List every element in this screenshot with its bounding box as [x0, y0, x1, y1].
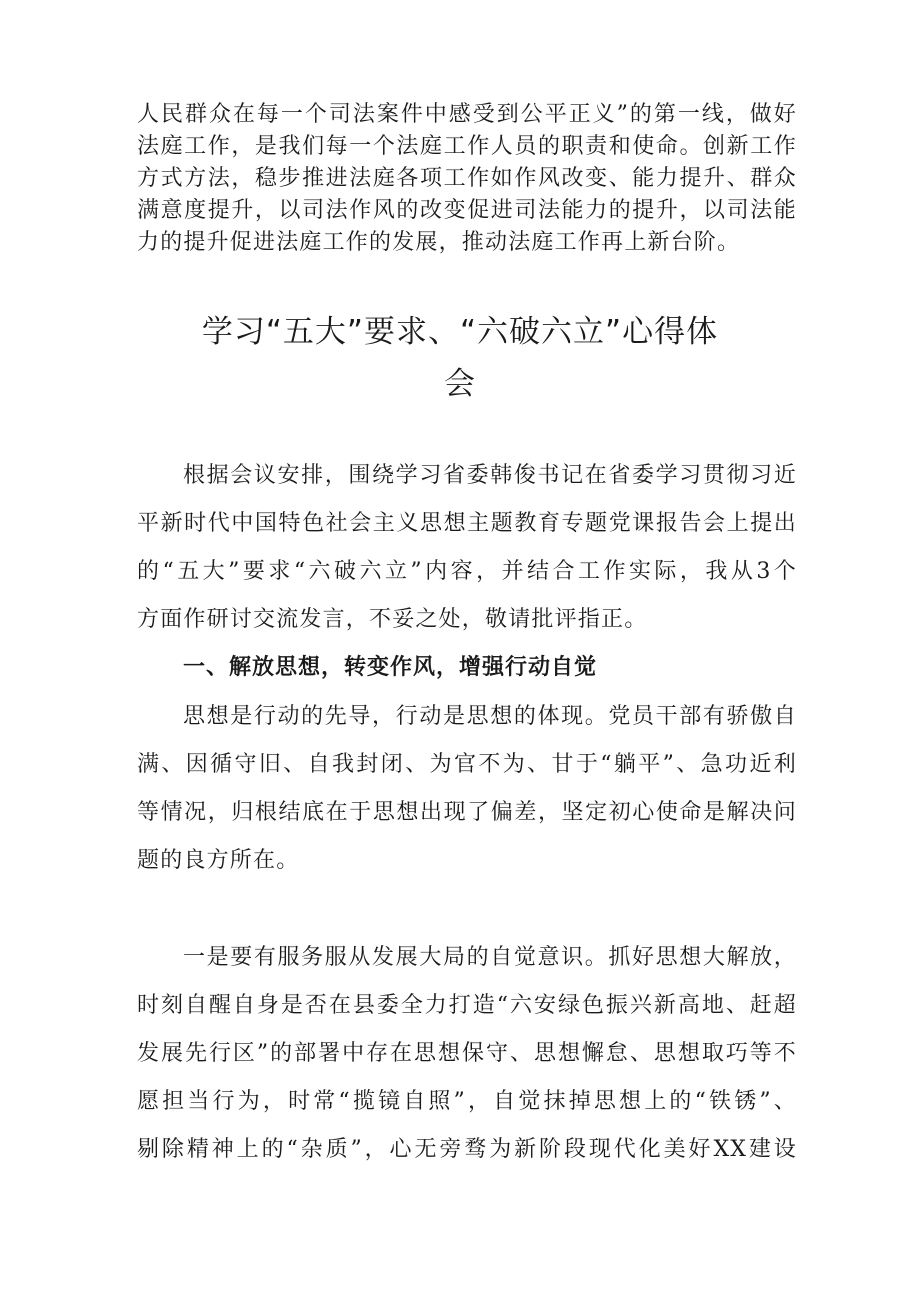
- paragraph-line: 满、因循守旧、自我封闭、为官不为、甘于“躺平”、急功近利: [137, 752, 797, 777]
- intro-line-3: 方式方法，稳步推进法庭各项工作如作风改变、能力提升、群众: [137, 166, 797, 191]
- paragraph-line: 平新时代中国特色社会主义思想主题教育专题党课报告会上提出: [137, 511, 797, 536]
- paragraph-line: 剔除精神上的“杂质”，心无旁骛为新阶段现代化美好XX建设: [137, 1137, 797, 1162]
- paragraph-line: 题的良方所在。: [137, 848, 300, 873]
- title-line-2: 会: [444, 366, 476, 402]
- intro-line-5: 力的提升促进法庭工作的发展，推动法庭工作再上新台阶。: [137, 230, 741, 255]
- paragraph-line: 根据会议安排，围绕学习省委韩俊书记在省委学习贯彻习近: [183, 463, 797, 488]
- intro-line-2: 法庭工作，是我们每一个法庭工作人员的职责和使命。创新工作: [137, 134, 797, 159]
- paragraph-line: 方面作研讨交流发言，不妥之处，敬请批评指正。: [137, 607, 648, 632]
- paragraph-line: 等情况，归根结底在于思想出现了偏差，坚定初心使命是解决问: [137, 800, 797, 825]
- paragraph-line: 时刻自醒自身是否在县委全力打造“六安绿色振兴新高地、赶超: [137, 993, 797, 1018]
- paragraph-line: 的“五大”要求“六破六立”内容，并结合工作实际，我从3个: [137, 559, 797, 584]
- paragraph-line: 愿担当行为，时常“揽镜自照”，自觉抹掉思想上的“铁锈”、: [137, 1089, 797, 1114]
- title-line-1: 学习“五大”要求、“六破六立”心得体: [201, 314, 719, 350]
- intro-line-4: 满意度提升，以司法作风的改变促进司法能力的提升，以司法能: [137, 198, 797, 223]
- paragraph-line: 一是要有服务服从发展大局的自觉意识。抓好思想大解放，: [183, 945, 797, 970]
- intro-line-1: 人民群众在每一个司法案件中感受到公平正义”的第一线，做好: [137, 102, 797, 127]
- paragraph-line: 思想是行动的先导，行动是思想的体现。党员干部有骄傲自: [183, 704, 797, 729]
- paragraph-line: 发展先行区”的部署中存在思想保守、思想懈怠、思想取巧等不: [137, 1041, 797, 1066]
- section-heading: 一、解放思想，转变作风，增强行动自觉: [183, 655, 598, 680]
